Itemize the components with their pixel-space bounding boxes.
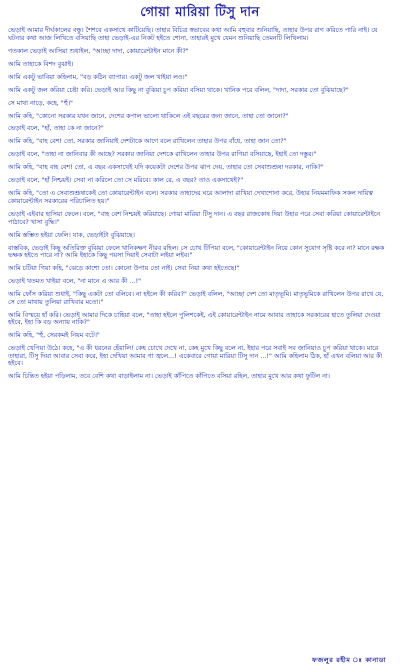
author-signature: ফজলুর রহীম ঃ কানাডা — [312, 656, 386, 664]
story-body — [8, 27, 392, 381]
paragraph: আমি কহি, "কোনো সরকার যখন জানে, দেশের কপাল ভালো থাকিলে এই বছরের জন্য জানে, তাহা তো জানো?" — [8, 112, 289, 120]
paragraph: ভেড়াই বলে, "হাঁ, তাহা কে না জানে?" — [8, 125, 104, 133]
paragraph: ভেড়াই আমার দীর্ঘকালের বন্ধু। শৈশবে একসাথে কাটিয়েছি। তাহার বিচিত্র স্বভাবের কথা আমি বহুবার শুনিয়াছি, তাহার উপর রাগ করিতে পারি নাই। যে ঘটনার কথা আজ লিখিতে বসিয়াছি তাহা ভেড়াই-এর নিকট হইতে শোনা, তাহারই মুখে যেমন শুনিয়াছি তেমনটি লিখিলাম। — [8, 27, 378, 42]
paragraph: আমি একটু ভাবিয়া কহিলাম, "বড় কঠিন ব্যাপার। একটু জল খাইয়া লও।" — [8, 73, 188, 81]
paragraph: আমি তাহাকে বিশদ বুঝাই। — [8, 60, 74, 68]
story-title: গোয়া মারিয়া টিসু দান — [140, 4, 260, 20]
paragraph: ভেড়াই থতমত খাইয়া বলে, "না মানে এ আর কী …!" — [8, 278, 141, 286]
paragraph: আমি চটিয়া গিয়া কহি, "ঝেড়ে কাশো তো। কোনো উপায় তো নাই। সেবা নিয়া কথা হইতেছে!" — [8, 265, 240, 273]
paragraph: আমি ফোঁস করিয়া শুধাই, "কিছু একটা তো বলিবে। না হইলে কী করিব?" ভেড়াই বলিল, "আচ্ছা দেশ তো মাতৃভূমি। মাতৃভূমিকে রাখিলেন উপর রাখে যে, সে তো মাথায় তুলিয়া রাখিবার মতো।" — [8, 291, 384, 306]
paragraph: সে মাথা নাড়ে, কহে, "হুঁ।" — [8, 99, 73, 107]
paragraph: আমি চিন্তিত হইয়া পড়িলাম, তবে বেশি কথা বাড়াইলাম না। ভেড়াই কাঁপিতে কাঁপিতে বসিয়া রহিল, তাহার মুখে আর কথা ফুটিল না। — [8, 373, 330, 381]
paragraph: আমি কহি, "হুঁ, সেরকমই নিয়ম বটে।" — [8, 332, 100, 340]
paragraph: আমি একটু জল করিয়া চেষ্টা করি। ভেড়াই আর কিছু না বুঝিয়া চুপ করিয়া বসিয়া থাকে। খানিক পরে বলিল, "দাদা, সরকার তো বুঝিয়াছে?" — [8, 86, 349, 94]
paragraph: আমি কহি, "বাহ বাহ বেশ! তো, এ বছর একসাথেই যদি কয়েকটা দেশের উপর ঝাপ দেয়, তাহার তো সেবাশুশ্রূষা দরকার, নাকি?" — [8, 164, 324, 172]
paragraph: বাস্তবিক, ভেড়াই কিছু অতিরিক্ত বুঝিয়া ফেলে খানিকক্ষণ নীরব রহিল। সে চোখ টিপিয়া বলে, "কোয়ারেন্টাইন নিয়ে কোন সুযোগ সৃষ্টি করে না? মানে রক্ষক ভক্ষক হইতে পারে না? আমি ইহাকে কিছু পয়সা দিয়াই সেবাটা লইয়া লইব।" — [8, 244, 385, 260]
paragraph: আমি কহি, "বাহ বেশ! তো, সরকার জানিয়াই দেশটাকে আগে বলে রাখিলেন তাহার উপর বাঁধে, তাহা জান তো?" — [8, 138, 287, 146]
paragraph: ভেড়াই এইবার হাসিয়া ফেলে। বলে, "বাহ বেশ নিশ্চয়ই করিয়াছে। গোয়া মারিয়া টিসু দান। এ বছর রাজকোষ দিয়া উহার পরে সেবা করিয়া কোয়ারেন্টাইনে পাঠাবে? খাসা বুদ্ধি।" — [8, 210, 381, 226]
paragraph: ভেড়াই বলে, "হাঁ নিশ্চয়ই। সেবা না করিলে তো সে মরিবে। কাল রে, এ বছর? তাও একসাথেই?" — [8, 177, 244, 185]
paragraph: গতকাল ভেড়াই আসিয়া শুধাইল, "আচ্ছা দাদা, কোয়ারেন্টাইন মানে কী?" — [8, 47, 189, 55]
paragraph: ভেড়াই বলে, "তাহা না জানিবার কী আছে? সরকার জানিয়া দেশকে রাখিলেন তাহার উপর রাগিয়া বসিয়াছে, ইহাই তো দস্তুর।" — [8, 151, 317, 159]
paragraph: ভেড়াই খেপিয়া উঠে। কহে, "এ কী ধরনের হেঁয়ালি! কেহ চোখে দেখে না, কেহ মুখে কিছু বলে না, ইহার পরে সবাই সব জানিয়াও চুপ করিয়া থাকে। মারে তাহারা, টিসু দিয়া আবার সেবা করে, ইহা দেখিয়া আমার গা জ্বলে…! একেবারে গোয়া মারিয়া টিসু দান …!" আমি কহিলাম ঠিক, হাঁ এখন বলিয়া আর কী হইবে। — [8, 345, 383, 368]
paragraph: আমি স্তম্ভিত হইয়া ফেলি। যাক, ভেড়াইটা বুঝিয়াছে। — [8, 231, 135, 239]
paragraph: আমি বিস্ময়ে হাঁ করি। ভেড়াই আমার দিকে চাহিয়া বলে, "তাহা হইলে পুলিশকেই, এই কোয়ারেন্টাইন নামে আবার তাহাকে সরকারের হাতে তুলিয়া দেওয়া হইবে, ইহা কি বড় অন্যায় নাকি?" — [8, 311, 381, 327]
paragraph: আমি কহি, "তো এ সেবাশুশ্রূষাকেই তো কোয়ারেন্টাইন বলে। সরকার তাহাদের ঘরে আলাদা রাখিয়া দেখাশোনা করে, উহার নিয়মমাফিক সকল দায়িত্ব কোয়ারেন্টাইন সরকারের পরিচালিত হয়।" — [8, 190, 373, 205]
title-banner — [10, 2, 390, 24]
